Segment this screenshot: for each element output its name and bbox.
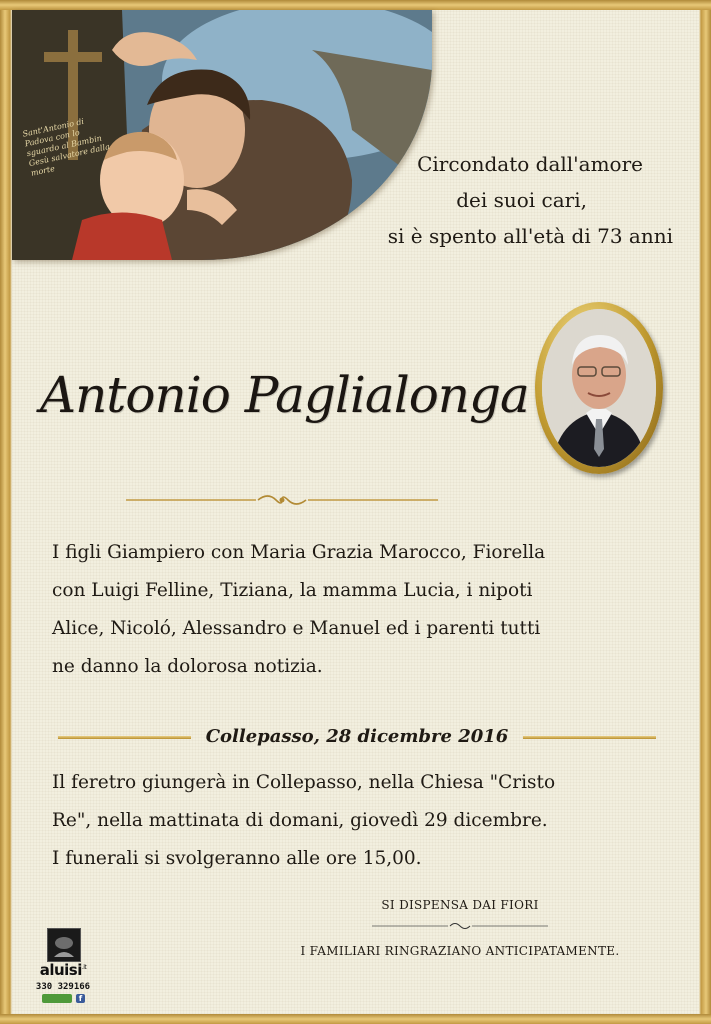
logo-image bbox=[47, 928, 81, 962]
family-notice-line: I figli Giampiero con Maria Grazia Marocco, Fiorella bbox=[52, 542, 546, 563]
no-flowers-note: SI DISPENSA DAI FIORI bbox=[381, 898, 539, 912]
place-date-row bbox=[58, 718, 656, 756]
logo-phone: 330 329166 bbox=[35, 982, 91, 992]
intro-text bbox=[343, 146, 673, 254]
funeral-home-logo bbox=[30, 928, 100, 1006]
logo-badges bbox=[42, 994, 92, 1004]
gold-frame-bottom bbox=[0, 1014, 711, 1024]
intro-line-2: dei suoi cari, bbox=[456, 188, 587, 212]
portrait-frame bbox=[535, 302, 663, 474]
funeral-info-line: I funerali si svolgeranno alle ore 15,00. bbox=[52, 848, 422, 869]
phone-badge-icon bbox=[42, 994, 72, 1003]
family-notice-line: ne danno la dolorosa notizia. bbox=[52, 656, 323, 677]
deceased-name: Antonio Paglialonga bbox=[40, 366, 529, 424]
family-notice-line: con Luigi Felline, Tiziana, la mamma Lucia, i nipoti bbox=[52, 580, 533, 601]
place-date: Collepasso, 28 dicembre 2016 bbox=[205, 726, 509, 747]
gold-rule-right bbox=[523, 736, 656, 739]
small-ornament bbox=[370, 920, 550, 932]
divider-ornament bbox=[126, 490, 438, 510]
funeral-info-line: Re", nella mattinata di domani, giovedì 29 dicembre. bbox=[52, 810, 548, 831]
thanks-note: I FAMILIARI RINGRAZIANO ANTICIPATAMENTE. bbox=[300, 944, 620, 958]
logo-name: aluisi$^{.it}$ bbox=[39, 961, 87, 979]
gold-rule-left bbox=[58, 736, 191, 739]
facebook-icon: f bbox=[76, 994, 85, 1003]
family-notice-line: Alice, Nicoló, Alessandro e Manuel ed i parenti tutti bbox=[52, 618, 541, 639]
funeral-info bbox=[52, 764, 672, 878]
painting-caption: Sant'Antonio di Padova con lo sguardo al Bambin Gesù salvatore dalla morte bbox=[21, 116, 111, 178]
intro-line-3: si è spento all'età di 73 anni bbox=[387, 224, 673, 248]
gold-frame-top bbox=[0, 0, 711, 10]
family-notice bbox=[52, 534, 672, 686]
intro-line-1: Circondato dall'amore bbox=[417, 152, 643, 176]
funeral-info-line: Il feretro giungerà in Collepasso, nella Chiesa "Cristo bbox=[52, 772, 556, 793]
portrait-photo bbox=[542, 309, 656, 467]
